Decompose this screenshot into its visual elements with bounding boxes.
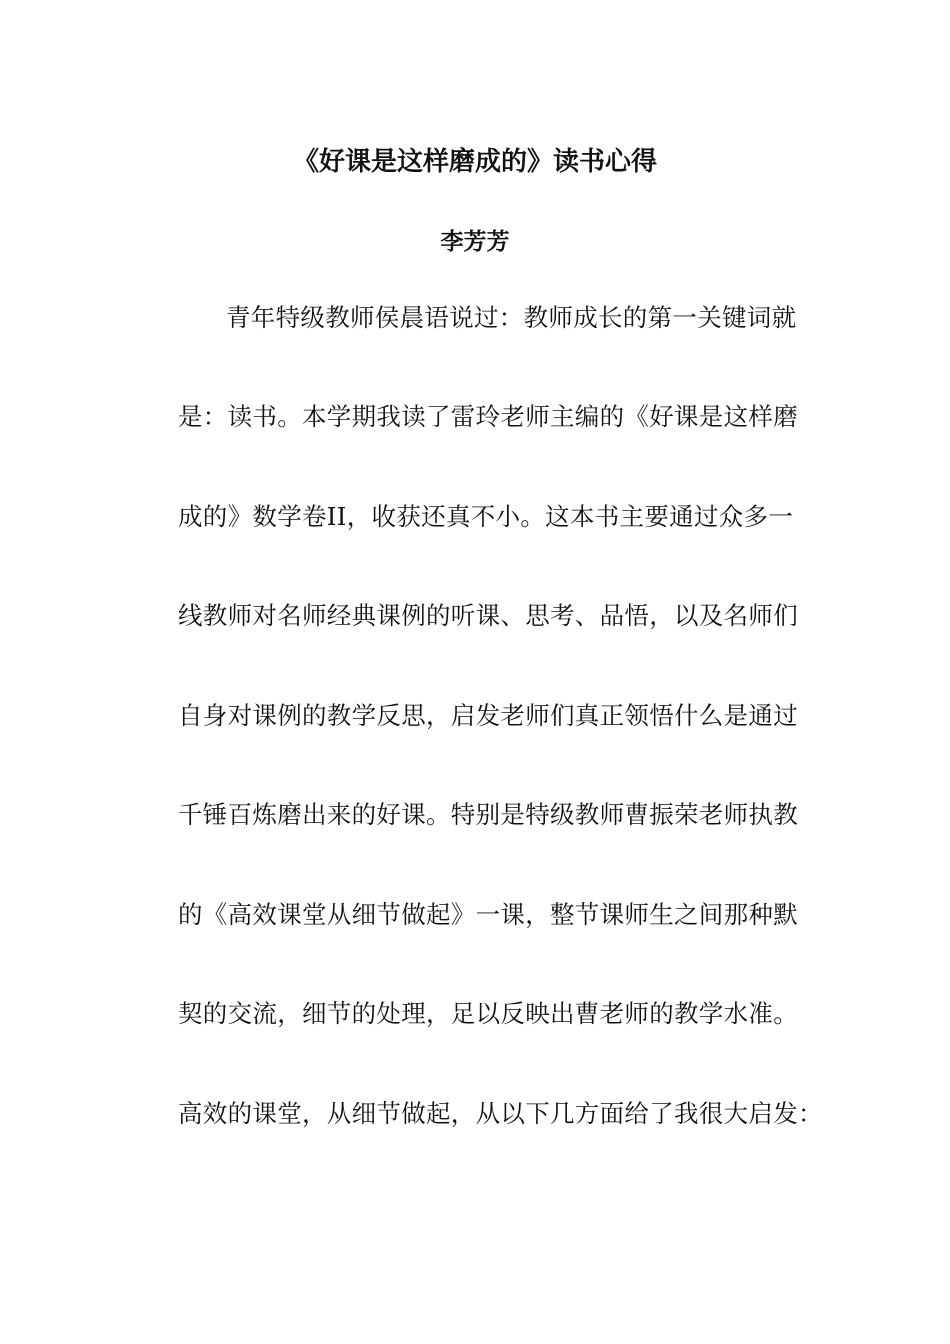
paragraph-line: 的《高效课堂从细节做起》一课，整节课师生之间那种默 — [178, 900, 798, 929]
author-name: 李芳芳 — [440, 228, 510, 255]
paragraph-line: 成的》数学卷II，收获还真不小。这本书主要通过众多一 — [178, 502, 794, 531]
paragraph-line: 青年特级教师侯晨语说过：教师成长的第一关键词就 — [226, 303, 797, 332]
paragraph-line: 千锤百炼磨出来的好课。特别是特级教师曹振荣老师执教 — [178, 800, 798, 829]
paragraph-line: 是：读书。本学期我读了雷玲老师主编的《好课是这样磨 — [178, 402, 798, 431]
paragraph-line: 高效的课堂，从细节做起，从以下几方面给了我很大启发： — [178, 1099, 823, 1128]
paragraph-line: 自身对课例的教学反思，启发老师们真正领悟什么是通过 — [178, 701, 798, 730]
paragraph-line: 线教师对名师经典课例的听课、思考、品悟，以及名师们 — [178, 601, 798, 630]
paragraph-line: 契的交流，细节的处理，足以反映出曹老师的教学水准。 — [178, 999, 798, 1028]
document-title: 《好课是这样磨成的》读书心得 — [292, 147, 657, 177]
